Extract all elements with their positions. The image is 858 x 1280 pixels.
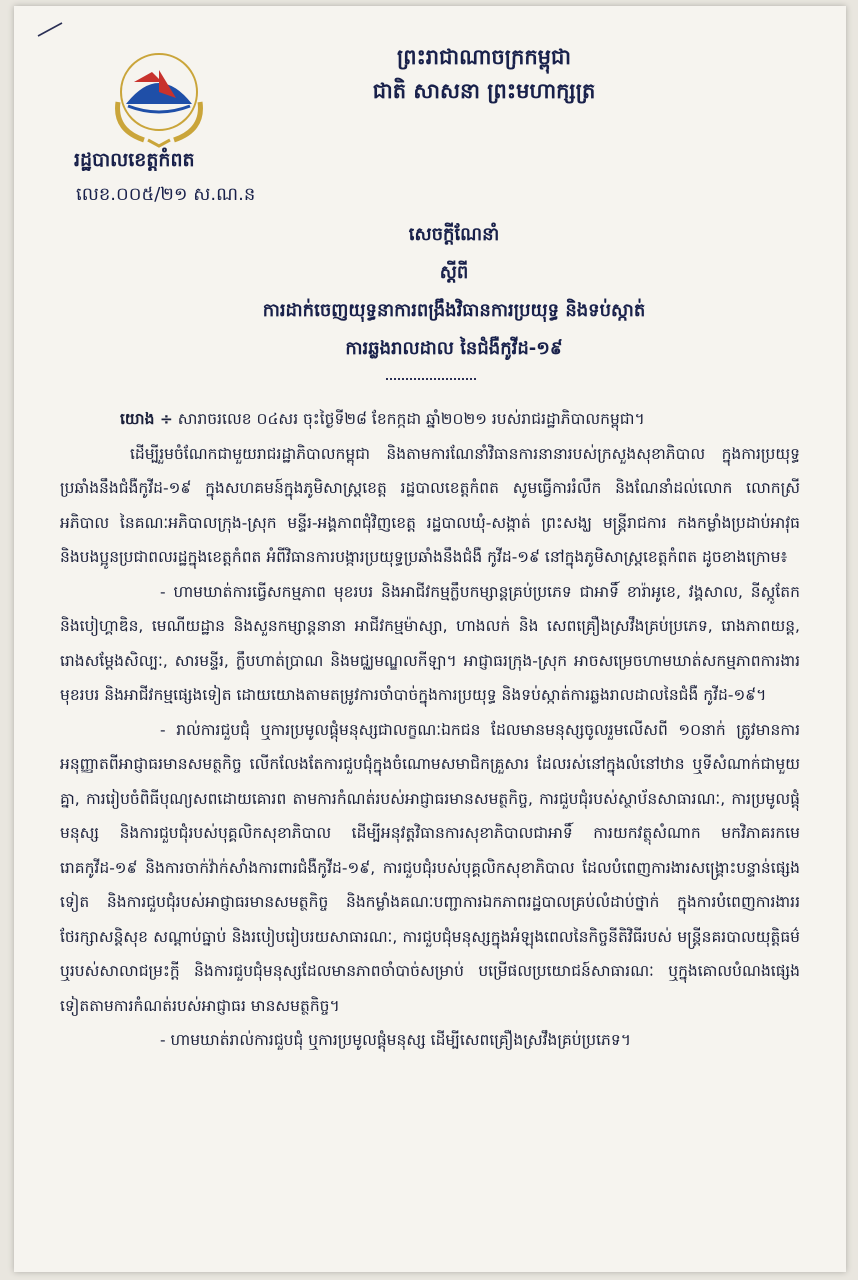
title-line-3: ការដាក់ចេញយុទ្ធនាការពង្រឹងវិធានការប្រយុទ្ធ និងទប់ស្កាត់: [262, 300, 646, 321]
bullet-item-1: - ហាមឃាត់ការធ្វើសកម្មភាព មុខរបរ និងអាជីវកម្មក្លឹបកម្សាន្តគ្រប់ប្រភេទ ជាអាទិ៍ ខារ៉ាអូខេ, វង្គសាល, នីស្កូតែក និងបៀហ្គាឌិន, មេណីយដ្ឋាន និងសួនកម្សាន្តនានា អាជីវកម្មម៉ាស្សា, ហាងលក់ និង សេពគ្រឿងស្រវឹងគ្រប់ប្រភេទ, រោងភាពយន្ត, រោងសម្តែងសិល្បៈ, សារមន្ទីរ, ក្លឹបហាត់ប្រាណ និងមជ្ឈមណ្ឌលកីឡា។ អាជ្ញាធរក្រុង-ស្រុក អាចសម្រេចហាមឃាត់សកម្មភាពការងារ មុខរបរ និងអាជីវកម្មផ្សេងទៀត ដោយយោងតាមតម្រូវការចាំបាច់ក្នុងការប្រយុទ្ធ និងទប់ស្កាត់ការឆ្លងរាលដាលនៃជំងឺ កូវីដ-១៩។: [60, 582, 800, 704]
intro-paragraph: ដើម្បីរួមចំណែកជាមួយរាជរដ្ឋាភិបាលកម្ពុជា និងតាមការណែនាំវិធានការនានារបស់ក្រសួងសុខាភិបាល ក្នុងការប្រយុទ្ធប្រឆាំងនឹងជំងឺកូវីដ-១៩ ក្នុងសហគមន៍ក្នុងភូមិសាស្ត្រខេត្ត រដ្ឋបាលខេត្តកំពត សូមធ្វើការរំលឹក និងណែនាំដល់លោក លោកស្រីអភិបាល នៃគណៈអភិបាលក្រុង-ស្រុក មន្ទីរ-អង្គភាពជុំវិញខេត្ត រដ្ឋបាលឃុំ-សង្កាត់ ព្រះសង្ឃ មន្ត្រីរាជការ កងកម្លាំងប្រដាប់អាវុធ និងបងប្អូនប្រជាពលរដ្ឋក្នុងខេត្តកំពត អំពីវិធានការបង្ការប្រយុទ្ធប្រឆាំងនឹងជំងឺ កូវីដ-១៩ នៅក្នុងភូមិសាស្ត្រខេត្តកំពត ដូចខាងក្រោម៖: [60, 444, 800, 566]
document-title: [164, 216, 744, 368]
title-line-1: សេចក្តីណែនាំ: [408, 224, 500, 245]
reference-line: [120, 402, 800, 437]
title-divider: [386, 378, 476, 380]
issuing-authority: រដ្ឋបាលខេត្តកំពត: [74, 149, 195, 171]
document-page: [14, 6, 846, 1272]
kingdom-line-2: ជាតិ សាសនា ព្រះមហាក្សត្រ: [372, 79, 596, 103]
bullet-item-3: - ហាមឃាត់រាល់ការជួបជុំ ឬការប្រមូលផ្តុំមនុស្ស ដើម្បីសេពគ្រឿងស្រវឹងគ្រប់ប្រភេទ។: [160, 1031, 631, 1049]
title-line-4: ការឆ្លងរាលដាល នៃជំងឺកូវីដ-១៩: [345, 338, 563, 359]
provincial-emblem-icon: [104, 42, 214, 152]
bullet-item-2: - រាល់ការជួបជុំ ឬការប្រមូលផ្តុំមនុស្សជាលក្ខណៈឯកជន ដែលមានមនុស្សចូលរួមលើសពី ១០នាក់ ត្រូវមានការអនុញ្ញាតពីអាជ្ញាធរមានសមត្ថកិច្ច លើកលែងតែការជួបជុំក្នុងចំណោមសមាជិកគ្រួសារ ដែលរស់នៅក្នុងលំនៅឋាន ឬទីសំណាក់ជាមួយគ្នា, ការរៀបចំពិធីបុណ្យសពដោយគោរព តាមការកំណត់របស់អាជ្ញាធរមានសមត្ថកិច្ច, ការជួបជុំរបស់ស្ថាប័នសាធារណៈ, ការប្រមូលផ្តុំមនុស្ស និងការជួបជុំរបស់បុគ្គលិកសុខាភិបាល ដើម្បីអនុវត្តវិធានការសុខាភិបាលជាអាទិ៍ ការយកវត្ថុសំណាក មកវិភាគរកមេរោគកូវីដ-១៩ និងការចាក់វ៉ាក់សាំងការពារជំងឺកូវីដ-១៩, ការជួបជុំរបស់បុគ្គលិកសុខាភិបាល ដែលបំពេញការងារសង្គ្រោះបន្ទាន់ផ្សេងទៀត និងការជួបជុំរបស់អាជ្ញាធរមានសមត្ថកិច្ច និងកម្លាំងគណៈបញ្ជាការឯកភាពរដ្ឋបាលគ្រប់លំដាប់ថ្នាក់ ក្នុងការបំពេញការងាររថែរក្សាសន្តិសុខ សណ្តាប់ធ្នាប់ និងរបៀបរៀបរយសាធារណៈ, ការជួបជុំមនុស្សក្នុងអំឡុងពេលនៃកិច្ចនីតិវិធីរបស់ មន្ត្រីនគរបាលយុត្តិធម៌ ឬរបស់សាលាជម្រះក្តី និងការជួបជុំមនុស្សដែលមានភាពចាំបាច់សម្រាប់ បម្រើផលប្រយោជន៍សាធារណៈ ឬក្នុងគោលបំណងផ្សេងទៀតតាមការកំណត់របស់អាជ្ញាធរ មានសមត្ថកិច្ច។: [60, 720, 800, 1015]
reference-label: យោង ÷: [120, 410, 173, 428]
document-number: លេខ.០០៥/២១ ស.ណ.ន: [76, 184, 256, 205]
kingdom-line-1: ព្រះរាជាណាចក្រកម្ពុជា: [396, 45, 571, 69]
title-line-2: ស្តីពី: [439, 262, 469, 283]
document-body: [60, 402, 800, 1058]
pen-mark-icon: [36, 20, 66, 40]
reference-text: សារាចរលេខ ០៤សរ ចុះថ្ងៃទី២៨ ខែកក្កដា ឆ្នាំ២០២១ របស់រាជរដ្ឋាភិបាលកម្ពុជា។: [177, 410, 645, 428]
kingdom-motto: [334, 40, 634, 108]
